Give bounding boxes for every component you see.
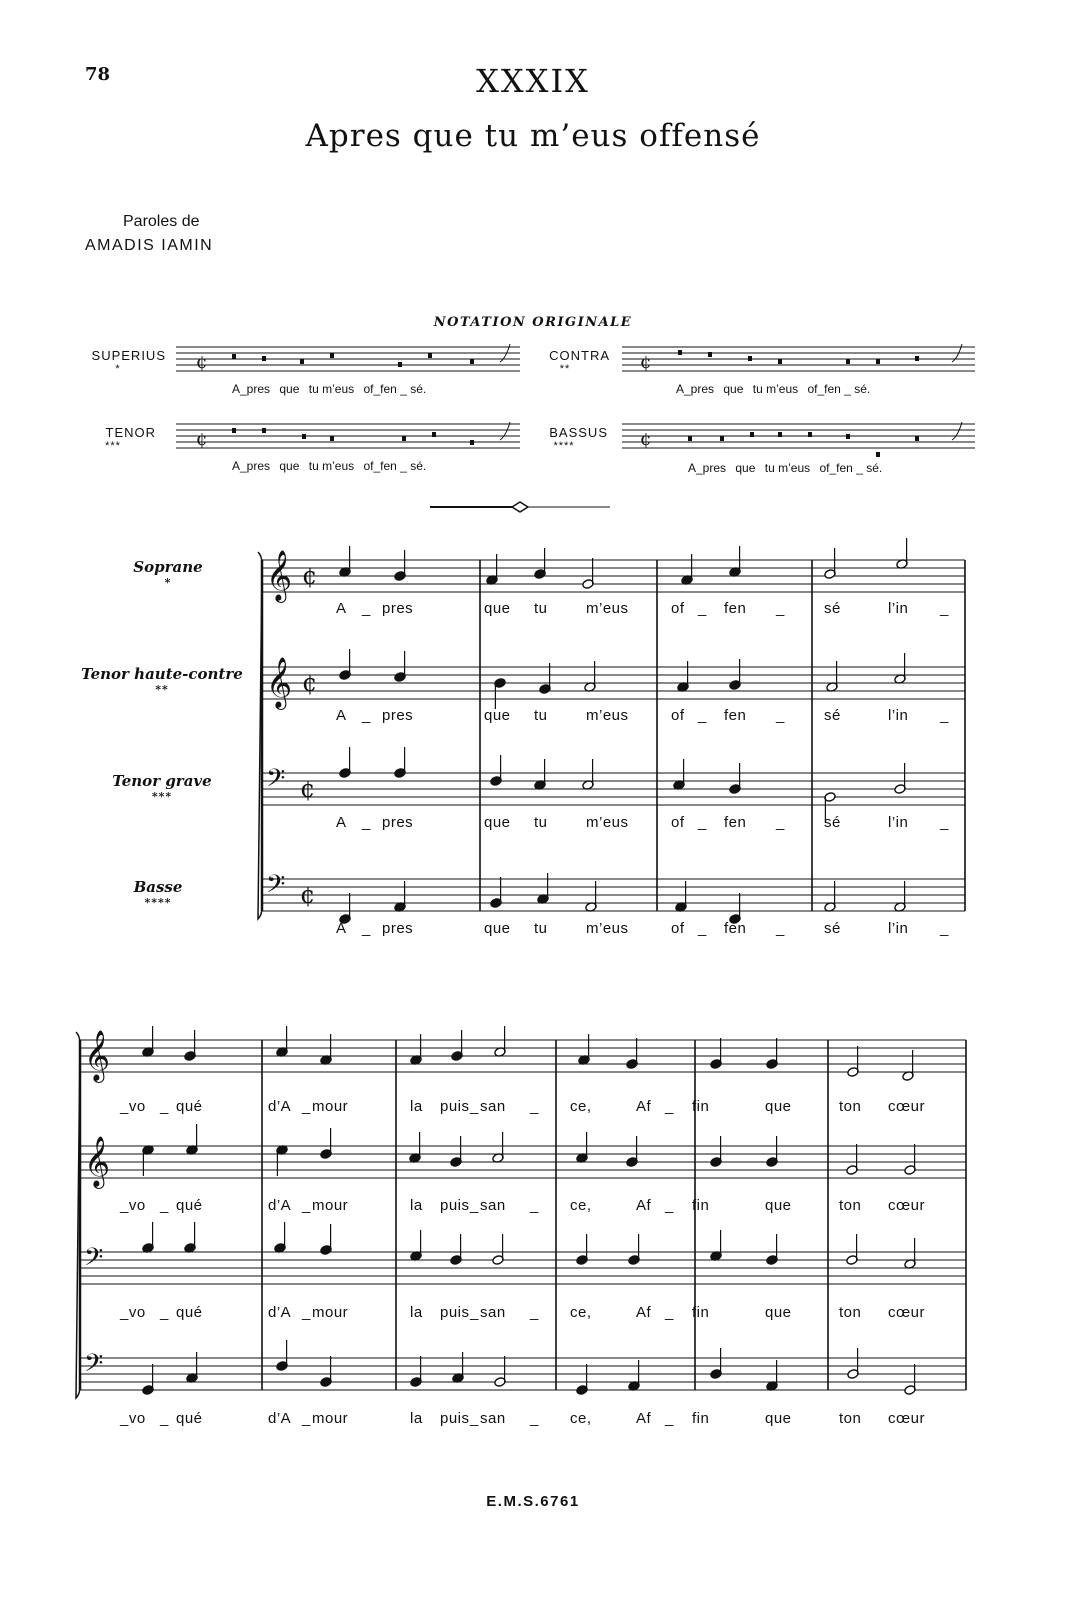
lyric-syllable: ton bbox=[839, 1197, 862, 1214]
bass-clef-icon: 𝄢 bbox=[84, 1243, 104, 1278]
lyric-syllable: _ bbox=[776, 707, 785, 724]
lyric-syllable: puis bbox=[440, 1098, 470, 1115]
lyric-syllable: A bbox=[336, 920, 347, 937]
lyric-syllable: cœur bbox=[888, 1410, 925, 1427]
lyric-syllable: que bbox=[484, 600, 511, 617]
lyric-syllable: que bbox=[484, 920, 511, 937]
lyric-syllable: que bbox=[765, 1304, 792, 1321]
lyric-syllable: _ bbox=[362, 707, 371, 724]
lyric-syllable: que bbox=[765, 1098, 792, 1115]
lyric-syllable: _ bbox=[530, 1098, 539, 1115]
incipit-voice-name: CONTRA bbox=[549, 348, 610, 363]
piece-title: Apres que tu m’eus offensé bbox=[305, 118, 761, 154]
lyric-syllable: _ bbox=[470, 1197, 479, 1214]
lyric-syllable: _ bbox=[856, 461, 863, 475]
lyric-syllable: ce, bbox=[570, 1197, 592, 1214]
lyric-syllable: _ bbox=[470, 1304, 479, 1321]
cut-time-icon: ¢ bbox=[300, 775, 316, 803]
lyric-syllable: _vo bbox=[120, 1304, 146, 1321]
lyric-syllable: san bbox=[480, 1197, 506, 1214]
lyric-syllable: _vo bbox=[120, 1098, 146, 1115]
lyric-syllable: _ bbox=[530, 1304, 539, 1321]
lyric-syllable: mour bbox=[312, 1098, 349, 1115]
publisher-code: E.M.S.6761 bbox=[486, 1493, 580, 1510]
lyric-syllable: que bbox=[279, 382, 300, 396]
lyric-syllable: la bbox=[410, 1410, 423, 1427]
bass-clef-icon: 𝄢 bbox=[266, 870, 286, 905]
lyric-syllable: _ bbox=[362, 600, 371, 617]
lyric-syllable: m’eus bbox=[766, 382, 799, 396]
lyric-syllable: cœur bbox=[888, 1304, 925, 1321]
lyric-syllable: fen bbox=[724, 600, 747, 617]
lyric-syllable: la bbox=[410, 1098, 423, 1115]
lyric-syllable: _ bbox=[400, 459, 407, 473]
svg-text:¢: ¢ bbox=[196, 429, 208, 450]
lyric-syllable: sé bbox=[824, 707, 841, 724]
lyric-syllable: san bbox=[480, 1410, 506, 1427]
voice-stars: *** bbox=[151, 790, 173, 803]
lyric-syllable: _ bbox=[160, 1304, 169, 1321]
lyric-syllable: sé. bbox=[410, 459, 427, 473]
notation-heading: NOTATION ORIGINALE bbox=[433, 315, 633, 330]
lyric-syllable: fin bbox=[692, 1197, 710, 1214]
lyric-syllable: _vo bbox=[120, 1410, 146, 1427]
incipit-voice-stars: * bbox=[115, 363, 121, 375]
lyric-syllable: ce, bbox=[570, 1098, 592, 1115]
voice-stars: * bbox=[164, 576, 172, 589]
lyric-syllable: sé bbox=[824, 814, 841, 831]
lyric-syllable: qué bbox=[176, 1410, 203, 1427]
lyric-syllable: qué bbox=[176, 1098, 203, 1115]
lyric-syllable: _ bbox=[698, 814, 707, 831]
lyric-syllable: san bbox=[480, 1304, 506, 1321]
lyric-syllable: A_pres bbox=[688, 461, 727, 475]
svg-text:¢: ¢ bbox=[640, 352, 652, 373]
lyric-syllable: _ bbox=[665, 1197, 674, 1214]
lyric-syllable: _ bbox=[940, 920, 949, 937]
lyric-syllable: fin bbox=[692, 1304, 710, 1321]
lyric-syllable: mour bbox=[312, 1197, 349, 1214]
credit-line-2: AMADIS IAMIN bbox=[85, 237, 214, 254]
lyric-syllable: _ bbox=[698, 600, 707, 617]
lyric-syllable: m’eus bbox=[586, 707, 629, 724]
lyric-syllable: fen bbox=[724, 920, 747, 937]
lyric-syllable: A_pres bbox=[232, 382, 271, 396]
lyric-syllable: tu bbox=[534, 600, 548, 617]
lyric-syllable: sé. bbox=[866, 461, 883, 475]
lyric-syllable: _ bbox=[940, 600, 949, 617]
lyric-syllable: Af bbox=[636, 1098, 652, 1115]
lyric-syllable: _ bbox=[530, 1197, 539, 1214]
lyric-syllable: que bbox=[765, 1197, 792, 1214]
lyric-syllable: m’eus bbox=[778, 461, 811, 475]
lyric-syllable: que bbox=[484, 707, 511, 724]
lyric-syllable: _ bbox=[665, 1410, 674, 1427]
lyric-syllable: of bbox=[671, 814, 685, 831]
lyric-syllable: fen bbox=[724, 814, 747, 831]
lyric-syllable: l’in bbox=[888, 707, 909, 724]
lyric-syllable: d’A bbox=[268, 1410, 292, 1427]
lyric-syllable: m’eus bbox=[586, 814, 629, 831]
lyric-syllable: ton bbox=[839, 1410, 862, 1427]
incipit-voice-stars: **** bbox=[553, 440, 575, 452]
lyric-syllable: fin bbox=[692, 1098, 710, 1115]
lyric-syllable: _ bbox=[698, 707, 707, 724]
lyric-syllable: que bbox=[279, 459, 300, 473]
lyric-syllable: of_fen bbox=[819, 461, 853, 475]
lyric-syllable: m’eus bbox=[322, 459, 355, 473]
lyric-syllable: puis bbox=[440, 1304, 470, 1321]
lyric-syllable: _ bbox=[302, 1304, 311, 1321]
lyric-syllable: pres bbox=[382, 707, 414, 724]
lyric-syllable: _ bbox=[302, 1410, 311, 1427]
incipit-voice-stars: ** bbox=[559, 363, 571, 375]
lyric-syllable: m’eus bbox=[586, 920, 629, 937]
lyric-syllable: _ bbox=[160, 1098, 169, 1115]
piece-number: XXXIX bbox=[476, 62, 590, 100]
lyric-syllable: of bbox=[671, 920, 685, 937]
lyric-syllable: _ bbox=[470, 1410, 479, 1427]
lyric-syllable: sé. bbox=[854, 382, 871, 396]
lyric-syllable: Af bbox=[636, 1410, 652, 1427]
treble-clef-icon: 𝄞 bbox=[84, 1136, 111, 1187]
incipit-voice-name: SUPERIUS bbox=[91, 348, 166, 363]
lyric-syllable: l’in bbox=[888, 920, 909, 937]
lyric-syllable: _ bbox=[940, 814, 949, 831]
treble-clef-icon: 𝄞 bbox=[266, 657, 293, 708]
lyric-syllable: _vo bbox=[120, 1197, 146, 1214]
lyric-syllable: qué bbox=[176, 1197, 203, 1214]
lyric-syllable: l’in bbox=[888, 600, 909, 617]
cut-time-icon: ¢ bbox=[302, 562, 318, 590]
treble-clef-icon: 𝄞 bbox=[266, 550, 293, 601]
lyric-syllable: _ bbox=[160, 1197, 169, 1214]
lyric-syllable: Af bbox=[636, 1304, 652, 1321]
voice-stars: ** bbox=[155, 683, 169, 696]
lyric-syllable: la bbox=[410, 1197, 423, 1214]
voice-name: Basse bbox=[133, 878, 183, 896]
lyric-syllable: cœur bbox=[888, 1197, 925, 1214]
lyric-syllable: la bbox=[410, 1304, 423, 1321]
lyric-syllable: mour bbox=[312, 1410, 349, 1427]
treble-clef-icon: 𝄞 bbox=[84, 1030, 111, 1081]
lyric-syllable: _ bbox=[776, 600, 785, 617]
lyric-syllable: of bbox=[671, 600, 685, 617]
lyric-syllable: m’eus bbox=[322, 382, 355, 396]
lyric-syllable: _ bbox=[362, 920, 371, 937]
lyric-syllable: _ bbox=[776, 920, 785, 937]
lyric-syllable: _ bbox=[530, 1410, 539, 1427]
lyric-syllable: _ bbox=[302, 1098, 311, 1115]
lyric-syllable: fin bbox=[692, 1410, 710, 1427]
lyric-syllable: _ bbox=[302, 1197, 311, 1214]
lyric-syllable: ce, bbox=[570, 1304, 592, 1321]
lyric-syllable: A_pres bbox=[232, 459, 271, 473]
lyric-syllable: _ bbox=[665, 1304, 674, 1321]
lyric-syllable: qué bbox=[176, 1304, 203, 1321]
lyric-syllable: mour bbox=[312, 1304, 349, 1321]
voice-name: Tenor grave bbox=[112, 772, 212, 790]
lyric-syllable: pres bbox=[382, 920, 414, 937]
lyric-syllable: que bbox=[484, 814, 511, 831]
incipit-voice-name: BASSUS bbox=[549, 425, 608, 440]
lyric-syllable: l’in bbox=[888, 814, 909, 831]
cut-time-icon: ¢ bbox=[300, 881, 316, 909]
lyric-syllable: fen bbox=[724, 707, 747, 724]
incipit-voice-name: TENOR bbox=[105, 425, 156, 440]
lyric-syllable: _ bbox=[362, 814, 371, 831]
lyric-syllable: A_pres bbox=[676, 382, 715, 396]
lyric-syllable: d’A bbox=[268, 1197, 292, 1214]
lyric-syllable: pres bbox=[382, 600, 414, 617]
lyric-syllable: _ bbox=[400, 382, 407, 396]
voice-stars: **** bbox=[144, 896, 172, 909]
lyric-syllable: tu bbox=[534, 814, 548, 831]
lyric-syllable: d’A bbox=[268, 1304, 292, 1321]
lyric-syllable: san bbox=[480, 1098, 506, 1115]
page-number: 78 bbox=[85, 64, 111, 85]
lyric-syllable: of_fen bbox=[363, 459, 397, 473]
lyric-syllable: tu bbox=[764, 461, 775, 475]
voice-name: Tenor haute-contre bbox=[81, 665, 243, 683]
lyric-syllable: sé bbox=[824, 920, 841, 937]
svg-text:¢: ¢ bbox=[196, 352, 208, 373]
lyric-syllable: _ bbox=[698, 920, 707, 937]
lyric-syllable: sé. bbox=[410, 382, 427, 396]
lyric-syllable: tu bbox=[534, 707, 548, 724]
incipit-voice-stars: *** bbox=[105, 440, 121, 452]
lyric-syllable: _ bbox=[844, 382, 851, 396]
lyric-syllable: tu bbox=[534, 920, 548, 937]
lyric-syllable: tu bbox=[308, 382, 319, 396]
lyric-syllable: pres bbox=[382, 814, 414, 831]
lyric-syllable: que bbox=[723, 382, 744, 396]
lyric-syllable: puis bbox=[440, 1197, 470, 1214]
lyric-syllable: A bbox=[336, 600, 347, 617]
bass-clef-icon: 𝄢 bbox=[266, 764, 286, 799]
lyric-syllable: Af bbox=[636, 1197, 652, 1214]
lyric-syllable: _ bbox=[665, 1098, 674, 1115]
lyric-syllable: tu bbox=[308, 459, 319, 473]
lyric-syllable: _ bbox=[470, 1098, 479, 1115]
lyric-syllable: d’A bbox=[268, 1098, 292, 1115]
credit-line-1: Paroles de bbox=[123, 213, 200, 230]
cut-time-icon: ¢ bbox=[302, 669, 318, 697]
lyric-syllable: ton bbox=[839, 1304, 862, 1321]
voice-name: Soprane bbox=[133, 558, 203, 576]
lyric-syllable: cœur bbox=[888, 1098, 925, 1115]
lyric-syllable: _ bbox=[776, 814, 785, 831]
lyric-syllable: of bbox=[671, 707, 685, 724]
lyric-syllable: puis bbox=[440, 1410, 470, 1427]
lyric-syllable: A bbox=[336, 707, 347, 724]
lyric-syllable: sé bbox=[824, 600, 841, 617]
lyric-syllable: ce, bbox=[570, 1410, 592, 1427]
lyric-syllable: tu bbox=[752, 382, 763, 396]
lyric-syllable: of_fen bbox=[363, 382, 397, 396]
lyric-syllable: ton bbox=[839, 1098, 862, 1115]
lyric-syllable: que bbox=[765, 1410, 792, 1427]
lyric-syllable: _ bbox=[160, 1410, 169, 1427]
lyric-syllable: que bbox=[735, 461, 756, 475]
svg-text:¢: ¢ bbox=[640, 429, 652, 450]
lyric-syllable: A bbox=[336, 814, 347, 831]
lyric-syllable: m’eus bbox=[586, 600, 629, 617]
lyric-syllable: of_fen bbox=[807, 382, 841, 396]
lyric-syllable: _ bbox=[940, 707, 949, 724]
bass-clef-icon: 𝄢 bbox=[84, 1349, 104, 1384]
